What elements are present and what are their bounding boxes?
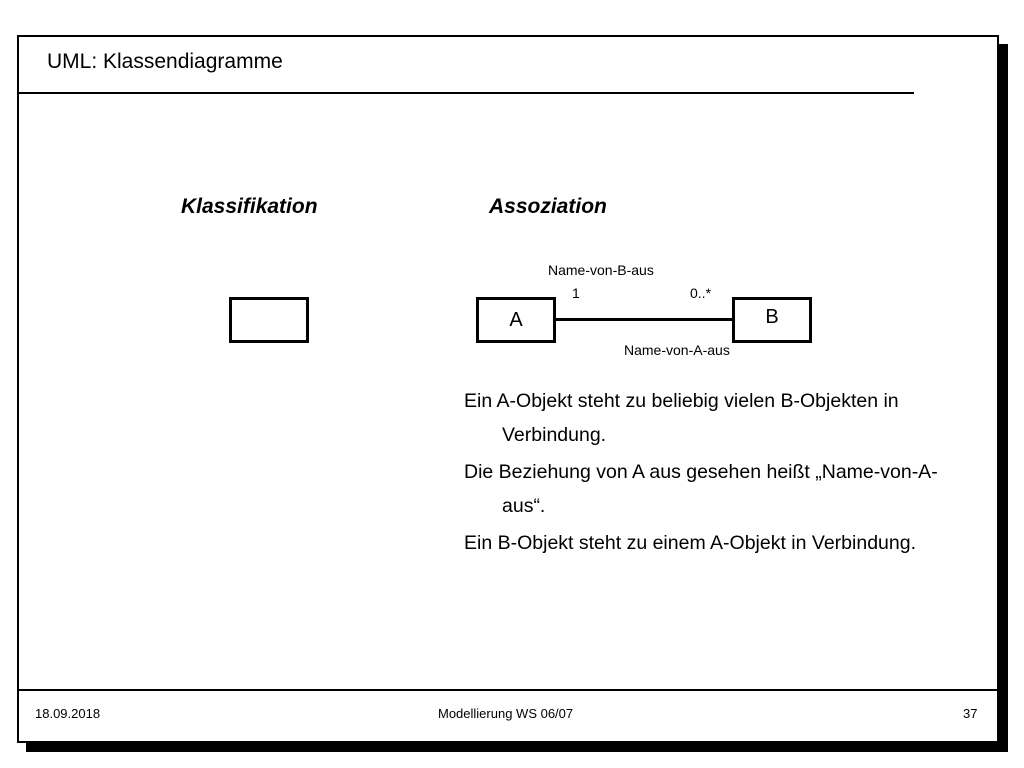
footer-date: 18.09.2018: [35, 706, 101, 721]
classification-heading: Klassifikation: [181, 195, 318, 218]
class-b-label: B: [765, 306, 779, 328]
class-a-label: A: [509, 309, 523, 331]
empty-class-box: [229, 297, 309, 343]
multiplicity-b: 0..*: [690, 285, 712, 301]
class-a-box: [476, 297, 556, 343]
description-paragraph: Die Beziehung von A aus gesehen heißt „Name-von-A-aus“.: [464, 461, 938, 517]
description-text: [464, 384, 964, 563]
description-paragraph: Ein A-Objekt steht zu beliebig vielen B-Objekten in Verbindung.: [464, 390, 899, 446]
description-paragraph: Ein B-Objekt steht zu einem A-Objekt in Verbindung.: [464, 532, 916, 554]
footer-course: Modellierung WS 06/07: [438, 706, 574, 721]
role-label-bottom: Name-von-A-aus: [624, 342, 730, 358]
role-label-top: Name-von-B-aus: [548, 262, 654, 278]
footer-page-number: 37: [963, 706, 978, 721]
class-b-box: [732, 297, 812, 343]
association-heading: Assoziation: [489, 195, 607, 218]
multiplicity-a: 1: [572, 285, 580, 301]
association-line: [554, 318, 734, 321]
title-underline: [17, 92, 914, 94]
footer-rule: [17, 689, 997, 691]
slide-title: UML: Klassendiagramme: [47, 50, 283, 73]
